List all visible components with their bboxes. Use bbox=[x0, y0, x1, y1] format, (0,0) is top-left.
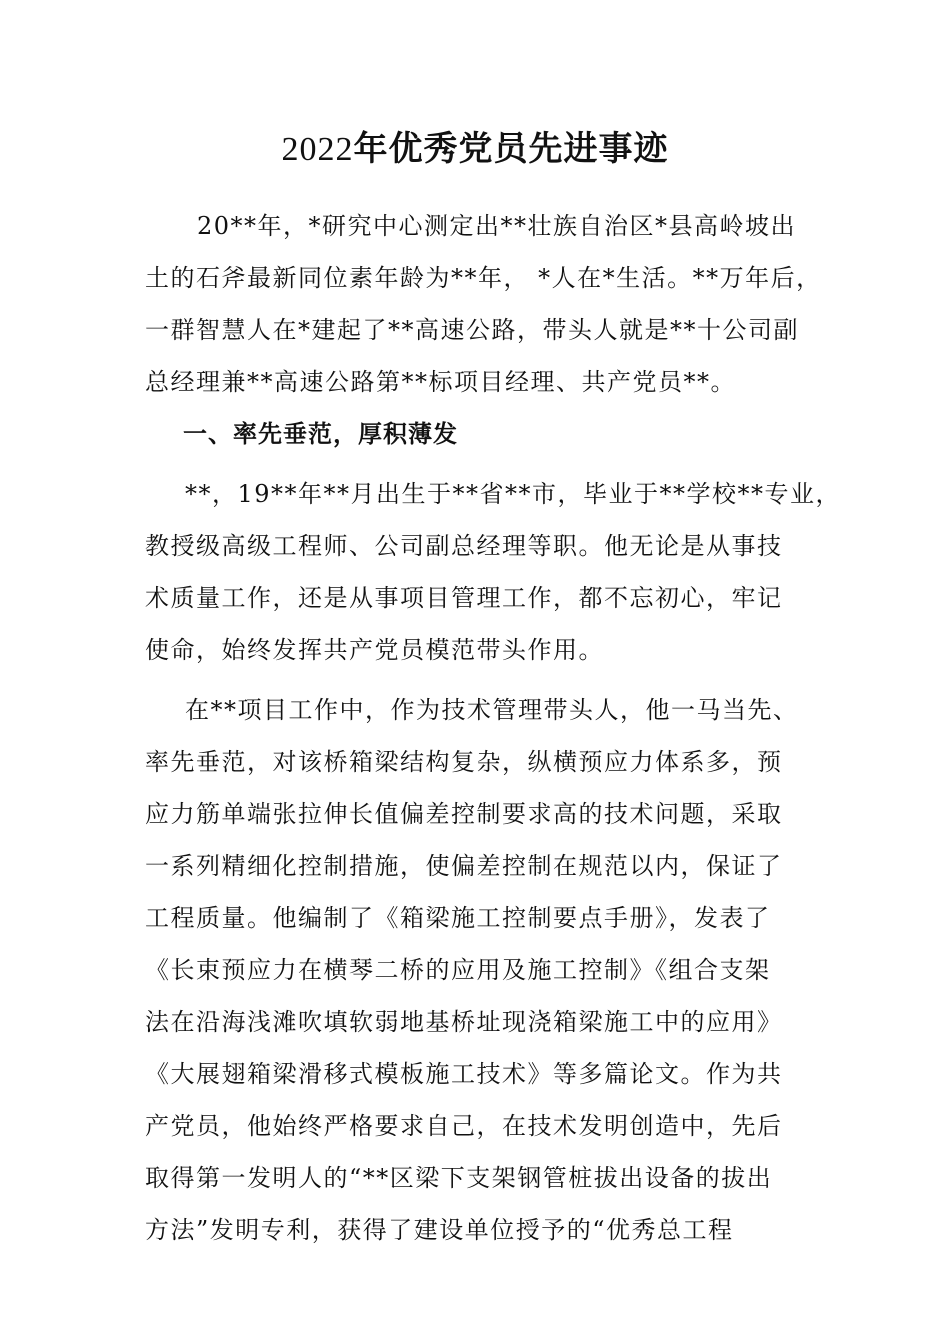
paragraph-3-line-8: 《大展翅箱梁滑移式模板施工技术》等多篇论文。作为共 bbox=[145, 1060, 783, 1088]
paragraph-2-line-2: 教授级高级工程师、公司副总经理等职。他无论是从事技 bbox=[145, 532, 783, 560]
paragraph-3-line-4: 一系列精细化控制措施，使偏差控制在规范以内，保证了 bbox=[145, 852, 783, 880]
paragraph-2-line-4: 使命，始终发挥共产党员模范带头作用。 bbox=[145, 636, 604, 664]
paragraph-3-line-5: 工程质量。他编制了《箱梁施工控制要点手册》，发表了 bbox=[145, 904, 771, 932]
paragraph-3-line-7: 法在沿海浅滩吹填软弱地基桥址现浇箱梁施工中的应用》 bbox=[145, 1008, 783, 1036]
paragraph-1-line-3: 一群智慧人在*建起了**高速公路，带头人就是**十公司副 bbox=[145, 316, 799, 344]
title-text: 年优秀党员先进事迹 bbox=[353, 129, 669, 169]
paragraph-2-line-3: 术质量工作，还是从事项目管理工作，都不忘初心，牢记 bbox=[145, 584, 783, 612]
paragraph-3-line-6: 《长束预应力在横琴二桥的应用及施工控制》《组合支架 bbox=[145, 956, 771, 984]
paragraph-3-line-11: 方法”发明专利，获得了建设单位授予的“优秀总工程 bbox=[145, 1216, 734, 1244]
paragraph-3-line-10: 取得第一发明人的“**区梁下支架钢管桩拔出设备的拔出 bbox=[145, 1164, 773, 1192]
document-title bbox=[0, 124, 950, 175]
paragraph-3-line-3: 应力筋单端张拉伸长值偏差控制要求高的技术问题，采取 bbox=[145, 800, 783, 828]
paragraph-2-line-1: **，19**年**月出生于**省**市，毕业于**学校**专业， bbox=[185, 480, 842, 508]
title-year: 2022 bbox=[281, 131, 354, 168]
paragraph-3-line-9: 产党员，他始终严格要求自己，在技术发明创造中，先后 bbox=[145, 1112, 783, 1140]
paragraph-1-line-2: 土的石斧最新同位素年龄为**年， *人在*生活。**万年后， bbox=[145, 264, 822, 292]
paragraph-3-line-2: 率先垂范，对该桥箱梁结构复杂，纵横预应力体系多，预 bbox=[145, 748, 783, 776]
paragraph-1-line-4: 总经理兼**高速公路第**标项目经理、共产党员**。 bbox=[145, 368, 736, 396]
section-1-heading: 一、率先垂范，厚积薄发 bbox=[183, 419, 458, 448]
paragraph-3-line-1: 在**项目工作中，作为技术管理带头人，他一马当先、 bbox=[185, 696, 799, 724]
paragraph-1-line-1: 20**年，*研究中心测定出**壮族自治区*县高岭坡出 bbox=[197, 212, 797, 240]
